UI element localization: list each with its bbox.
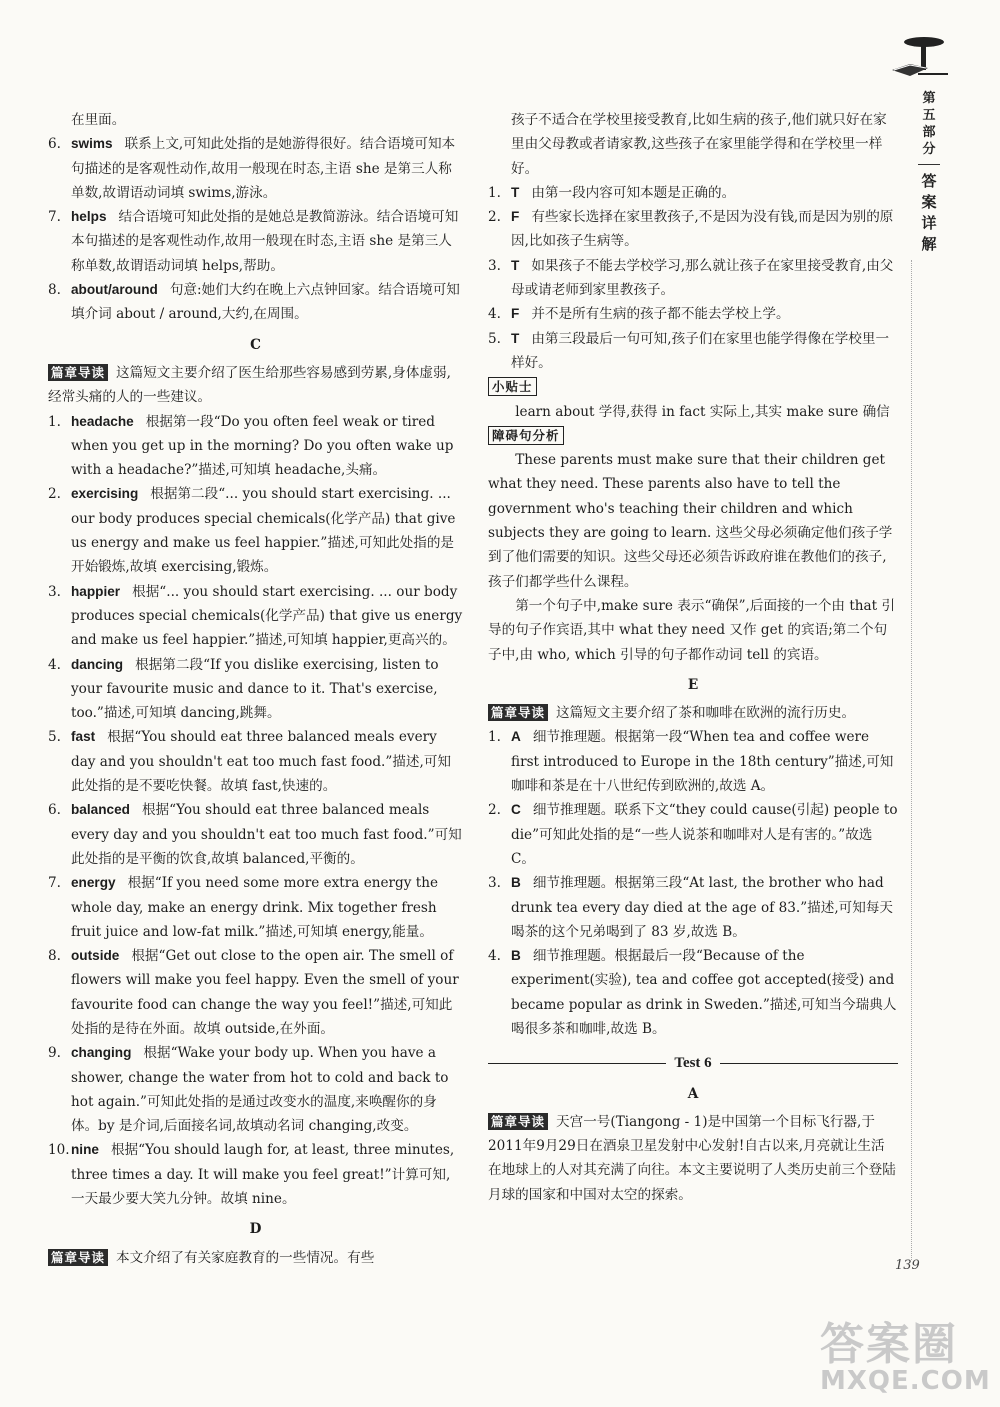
answer-item	[488, 205, 898, 254]
answer-item	[48, 798, 463, 871]
answer-item	[48, 410, 463, 483]
item-body	[71, 944, 463, 1041]
explanation-text: 由第一段内容可知本题是正确的。	[531, 184, 736, 201]
answer-word: fast	[71, 729, 96, 745]
left-column	[48, 108, 463, 1270]
explanation-text: 根据“Wake your body up. When you have a shower, change the water from hot to cold and back to hot again.”可知此处指的是通过改变水的温度,来唤醒你的身体。by 是介词,后面接名词,故填动名词 changing,改变。	[71, 1045, 449, 1135]
item-body	[71, 1138, 463, 1211]
section-heading: C	[250, 336, 261, 353]
item-body	[71, 871, 463, 944]
answer-item	[48, 278, 463, 327]
explanation-text: 由第三段最后一句可知,孩子们在家里也能学得像在学校里一样好。	[511, 330, 890, 371]
passage-intro	[48, 1246, 463, 1270]
intro-text: 这篇短文主要介绍了医生给那些容易感到劳累,身体虚弱,经常头痛的人的一些建议。	[48, 364, 451, 406]
explanation-text: 根据“You should eat three balanced meals every day and you shouldn't eat too much fast food.”可知此处指的是平衡的饮食,故填 balanced,平衡的。	[71, 802, 462, 867]
item-number: 3.	[48, 583, 61, 600]
item-number: 1.	[488, 729, 501, 746]
answer-word: exercising	[71, 486, 139, 502]
paragraph: 孩子不适合在学校里接受教育,比如生病的孩子,他们就只好在家里由父母教或者请家教,这些孩子在家里能学得和在学校里一样好。	[511, 112, 887, 177]
answer-word: happier	[71, 583, 121, 599]
answer-word: F	[511, 306, 520, 322]
answer-item	[488, 327, 898, 376]
item-body	[71, 278, 463, 327]
item-body	[511, 327, 898, 376]
page-number: 139	[895, 1258, 920, 1273]
watermark	[820, 1308, 991, 1396]
answer-item	[488, 725, 898, 798]
answer-item	[48, 653, 463, 726]
divider-line	[488, 1063, 666, 1064]
item-number: 6.	[48, 802, 61, 819]
answer-item	[48, 482, 463, 579]
explanation-text: 细节推理题。根据第三段“At last, the brother who had drunk tea every day died at the age of 83.”描述,可知每天喝茶的这个兄弟喝到了 83 岁,故选 B。	[511, 875, 894, 940]
item-number: 5.	[48, 729, 61, 746]
item-number: 3.	[488, 257, 501, 274]
item-number: 3.	[488, 875, 501, 892]
answer-word: energy	[71, 875, 116, 891]
paragraph: 在里面。	[71, 112, 126, 128]
test-title: Test 6	[674, 1055, 712, 1072]
explanation-text: 根据“Get out close to the open air. The smell of flowers will make you feel happy. Even the smell of your favourite food can change the way you feel!”描述,可知此处指的是待在外面。故填 outside,在外面。	[71, 948, 459, 1037]
explanation-text: 根据第二段“... you should start exercising. ... our body produces special chemicals(化学产品) that give us energy and make us feel happier.”描述,可知此处指的是开始锻炼,故填 exercising,锻炼。	[71, 486, 456, 576]
explanation-text: 根据“... you should start exercising. ... our body produces special chemicals(化学产品) that give us energy and make us feel happier.”描述,可知填 happier,更高兴的。	[71, 583, 463, 649]
passage-intro	[488, 1110, 898, 1207]
answer-item	[48, 725, 463, 798]
answer-word: C	[511, 802, 521, 818]
answer-word: changing	[71, 1045, 132, 1061]
section-heading: A	[687, 1085, 699, 1102]
book-logo-icon	[888, 34, 950, 84]
item-number: 1.	[488, 184, 501, 201]
item-number: 2.	[488, 802, 501, 819]
answer-item	[48, 580, 463, 653]
side-divider	[918, 164, 940, 165]
watermark-url: MXQE.COM	[820, 1366, 991, 1396]
item-body	[511, 181, 898, 205]
section-title: 答案详解	[921, 172, 937, 253]
explanation-text: 根据第二段“If you dislike exercising, listen to your favourite music and dance to it. That's exercise, too.”描述,可知填 dancing,跳舞。	[71, 656, 439, 722]
test-divider	[488, 1051, 898, 1075]
explanation-text: 并不是所有生病的孩子都不能去学校上学。	[531, 306, 790, 323]
tip-box-label: 障碍句分析	[488, 426, 564, 445]
answer-item	[488, 944, 898, 1041]
item-body	[511, 725, 898, 798]
tip-box-label: 小贴士	[488, 377, 537, 396]
explanation-text: 细节推理题。根据第一段“When tea and coffee were first introduced to Europe in the 18th century”描述,可知咖啡和茶是在十八世纪传到欧洲的,故选 A。	[511, 729, 894, 795]
item-number: 7.	[48, 209, 61, 226]
item-body	[71, 725, 463, 798]
item-body	[71, 798, 463, 871]
paragraph: learn about 学得,获得 in fact 实际上,其实 make sure 确信	[515, 403, 890, 420]
passage-guide-tag: 篇章导读	[488, 704, 548, 721]
item-body	[71, 132, 463, 205]
item-number: 6.	[48, 136, 61, 153]
side-section-label	[918, 90, 940, 255]
explanation-text: 根据“If you need some more extra energy the whole day, make an energy drink. Mix together fresh fruit juice and low-fat milk.”描述,可知填 energy,能量。	[71, 875, 439, 940]
answer-word: F	[511, 209, 520, 225]
answer-item	[488, 798, 898, 871]
item-body	[71, 653, 463, 726]
intro-text: 这篇短文主要介绍了茶和咖啡在欧洲的流行历史。	[556, 705, 856, 722]
answer-item	[48, 205, 463, 278]
paragraph: These parents must make sure that their children get what they need. These parents also have to tell the government who's teaching their children and which subjects they are going to learn. 这些父母必须确定他们孩子学到了他们需要的知识。这些父母还必须告诉政府谁在教他们的孩子,孩子们都学些什么课程。	[488, 452, 893, 590]
explanation-text: 结合语境可知此处指的是她总是教简游泳。结合语境可知本句描述的是客观性动作,故用一般现在时态,主语 she 是第三人称单数,故谓语动词填 helps,帮助。	[71, 209, 459, 274]
item-body	[71, 410, 463, 483]
answer-word: balanced	[71, 802, 130, 818]
answer-word: B	[511, 948, 521, 964]
explanation-text: 细节推理题。根据最后一段“Because of the experiment(实验), tea and coffee got accepted(接受) and became popular as drink in Sweden.”描述,可知当今瑞典人喝很多茶和咖啡,故选 B。	[511, 948, 897, 1037]
explanation-text: 句意:她们大约在晚上六点钟回家。结合语境可知填介词 about / around,大约,在周围。	[71, 282, 460, 323]
item-number: 4.	[488, 948, 501, 965]
item-body	[511, 302, 898, 326]
item-body	[511, 944, 898, 1041]
item-number: 10.	[48, 1142, 70, 1159]
right-column	[488, 108, 898, 1207]
answer-item	[488, 181, 898, 205]
answer-word: A	[511, 729, 521, 745]
answer-item	[48, 132, 463, 205]
item-body	[511, 871, 898, 944]
item-body	[511, 254, 898, 303]
explanation-text: 联系上文,可知此处指的是她游得很好。结合语境可知本句描述的是客观性动作,故用一般现在时态,主语 she 是第三人称单数,故谓语动词填 swims,游泳。	[71, 136, 456, 201]
explanation-text: 如果孩子不能去学校学习,那么就让孩子在家里接受教育,由父母或请老师到家里教孩子。	[511, 257, 894, 299]
passage-guide-tag: 篇章导读	[488, 1113, 548, 1130]
passage-intro	[488, 701, 898, 725]
answer-word: headache	[71, 413, 134, 429]
item-number: 8.	[48, 948, 61, 965]
item-number: 9.	[48, 1045, 61, 1062]
answer-item	[488, 302, 898, 326]
item-body	[71, 580, 463, 653]
divider-line	[720, 1063, 898, 1064]
answer-word: swims	[71, 136, 113, 152]
intro-text: 天宫一号(Tiangong - 1)是中国第一个目标飞行器,于2011年9月29日在酒泉卫星发射中心发射!自古以来,月亮就让生活在地球上的人对其充满了向往。本文主要说明了人类历史前三个登陆月球的国家和中国对太空的探索。	[488, 1113, 896, 1203]
item-number: 4.	[48, 656, 61, 673]
answer-item	[488, 871, 898, 944]
passage-intro	[48, 361, 463, 410]
explanation-text: 根据第一段“Do you often feel weak or tired when you get up in the morning? Do you often wake up with a headache?”描述,可知填 headache,头痛。	[71, 413, 454, 479]
answer-word: T	[511, 257, 520, 273]
item-number: 4.	[488, 306, 501, 323]
item-number: 1.	[48, 413, 61, 430]
answer-word: nine	[71, 1142, 99, 1158]
explanation-text: 根据“You should laugh for, at least, three minutes, three times a day. It will make you feel great!”计算可知,一天最少要大笑九分钟。故填 nine。	[71, 1142, 455, 1208]
intro-text: 本文介绍了有关家庭教育的一些情况。有些	[116, 1249, 375, 1266]
item-body	[71, 205, 463, 278]
item-number: 2.	[488, 209, 501, 226]
watermark-logo-text: 答案圈	[820, 1319, 958, 1370]
item-body	[71, 482, 463, 579]
answer-word: T	[511, 330, 520, 346]
explanation-text: 有些家长选择在家里教孩子,不是因为没有钱,而是因为别的原因,比如孩子生病等。	[511, 209, 894, 250]
tip-box-row	[488, 375, 898, 399]
answer-item	[48, 1138, 463, 1211]
answer-item	[48, 871, 463, 944]
answer-word: T	[511, 184, 520, 200]
answer-item	[48, 1041, 463, 1138]
part-label: 第五部分	[922, 91, 936, 157]
paragraph: 第一个句子中,make sure 表示“确保”,后面接的一个由 that 引导的句子作宾语,其中 what they need 又作 get 的宾语;第二个句子中,由 who, which 引导的句子都作动词 tell 的宾语。	[488, 597, 896, 663]
answer-word: dancing	[71, 656, 124, 672]
answer-item	[48, 944, 463, 1041]
answer-word: about/around	[71, 282, 158, 298]
explanation-text: 细节推理题。联系下文“they could cause(引起) people to die”可知此处指的是“一些人说茶和咖啡对人是有害的。”故选 C。	[511, 802, 898, 867]
item-number: 8.	[48, 282, 61, 299]
item-body	[511, 205, 898, 254]
section-heading: D	[249, 1221, 262, 1238]
answer-item	[488, 254, 898, 303]
item-body	[71, 1041, 463, 1138]
answer-word: helps	[71, 209, 107, 225]
item-number: 7.	[48, 875, 61, 892]
tip-box-row	[488, 424, 898, 448]
explanation-text: 根据“You should eat three balanced meals every day and you shouldn't eat too much fast food.”描述,可知此处指的是不要吃快餐。故填 fast,快速的。	[71, 729, 452, 795]
item-number: 5.	[488, 330, 501, 347]
section-heading: E	[687, 676, 699, 693]
item-body	[511, 798, 898, 871]
passage-guide-tag: 篇章导读	[48, 364, 108, 381]
answer-word: outside	[71, 948, 120, 964]
answer-word: B	[511, 875, 521, 891]
item-number: 2.	[48, 486, 61, 503]
passage-guide-tag: 篇章导读	[48, 1249, 108, 1266]
margin-dotted-line	[911, 260, 912, 1260]
